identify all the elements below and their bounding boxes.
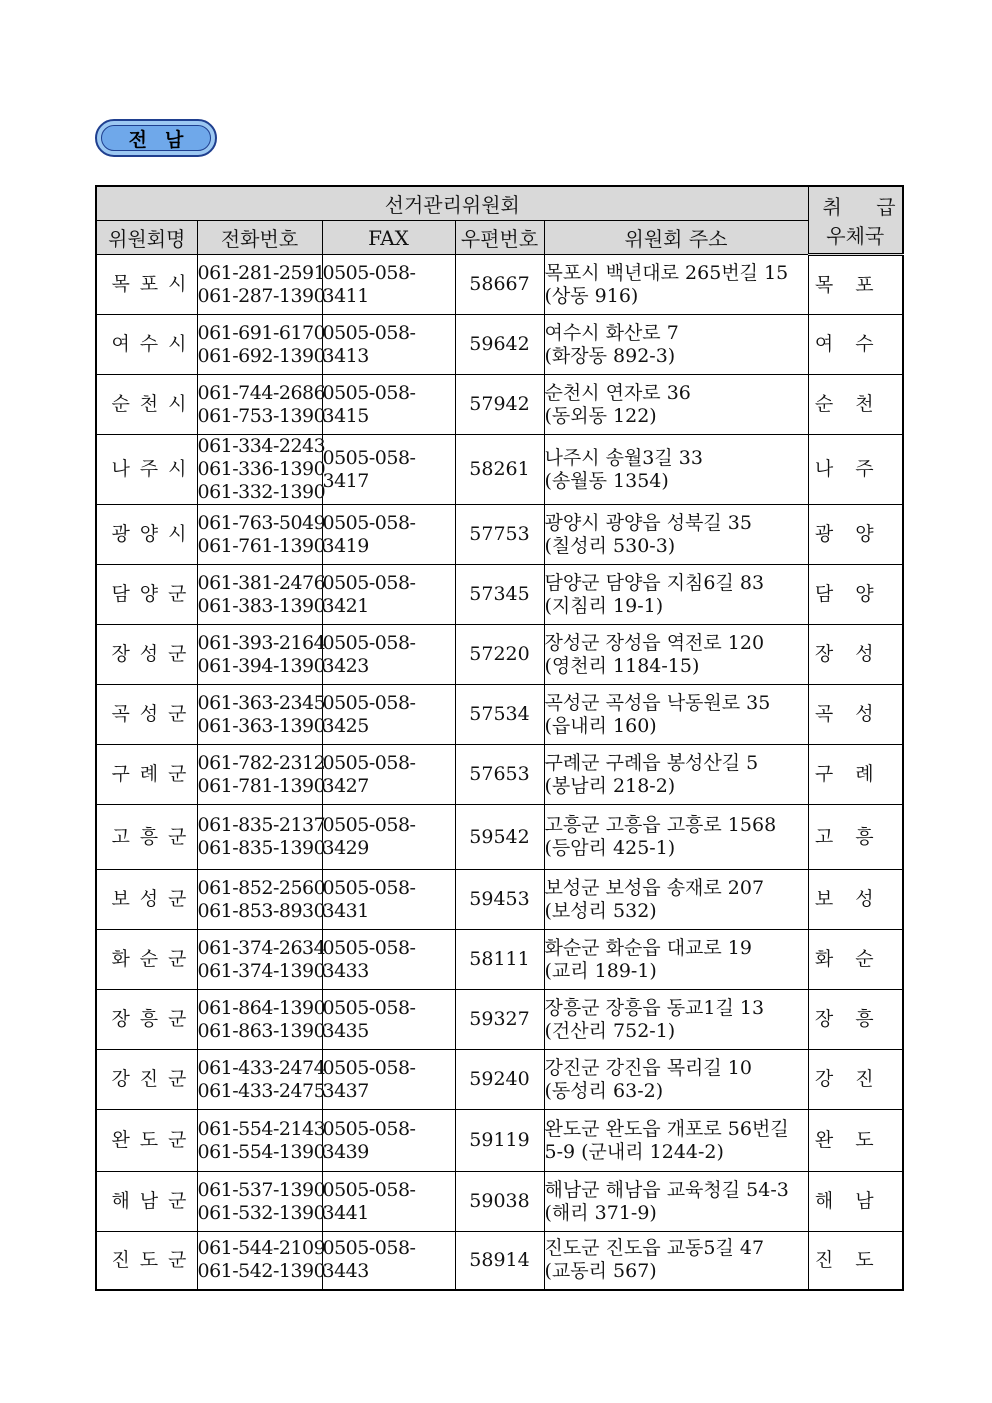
postal-code: 57220	[455, 625, 544, 685]
committee-address	[544, 805, 808, 870]
table-row	[96, 805, 903, 870]
address-line: (건산리 752-1)	[544, 1019, 676, 1042]
table-row	[96, 745, 903, 805]
committee-name: 화순군	[96, 930, 197, 990]
postal-code: 57345	[455, 565, 544, 625]
phone-number: 061-853-8930	[197, 899, 326, 922]
postal-code: 59038	[455, 1172, 544, 1232]
committee-address	[544, 1172, 808, 1232]
phone-number: 061-532-1390	[197, 1201, 326, 1224]
region-badge-label: 전남	[128, 128, 202, 151]
phone-numbers	[197, 685, 326, 745]
post-office: 강진	[808, 1050, 903, 1110]
phone-numbers	[197, 1110, 326, 1172]
committee-address	[544, 870, 808, 930]
address-line: 진도군 진도읍 교동5길 47	[544, 1237, 765, 1260]
committee-address	[544, 375, 808, 435]
phone-number: 061-835-1390	[197, 837, 326, 859]
address-line: 장흥군 장흥읍 동교1길 13	[544, 996, 765, 1019]
address-line: 순천시 연자로 36	[544, 381, 691, 404]
postal-code: 59642	[455, 315, 544, 375]
fax-number: 0505-058-3421	[322, 565, 455, 625]
election-committee-table	[95, 185, 910, 1291]
phone-number: 061-336-1390	[197, 458, 326, 480]
address-line: (동외동 122)	[544, 404, 657, 427]
committee-name: 장성군	[96, 625, 197, 685]
post-office: 고흥	[808, 805, 903, 870]
phone-number: 061-393-2164	[197, 631, 326, 654]
address-line: (화장동 892-3)	[544, 344, 676, 367]
address-line: 여수시 화산로 7	[544, 321, 679, 344]
address-line: 구례군 구례읍 봉성산길 5	[544, 751, 759, 774]
phone-numbers	[197, 870, 326, 930]
address-line: (교동리 567)	[544, 1260, 657, 1283]
address-line: 장성군 장성읍 역전로 120	[544, 631, 765, 654]
fax-number: 0505-058-3413	[322, 315, 455, 375]
table-row	[96, 930, 903, 990]
post-office: 보성	[808, 870, 903, 930]
post-header-line: 우체국	[826, 224, 885, 248]
postal-code: 58667	[455, 255, 544, 315]
committee-name: 장흥군	[96, 990, 197, 1050]
postal-code: 57753	[455, 505, 544, 565]
table-row	[96, 625, 903, 685]
committee-name: 담양군	[96, 565, 197, 625]
table-row	[96, 990, 903, 1050]
committee-name: 곡성군	[96, 685, 197, 745]
fax-number: 0505-058-3427	[322, 745, 455, 805]
phone-number: 061-433-2475	[197, 1079, 326, 1102]
committee-address	[544, 625, 808, 685]
phone-number: 061-381-2476	[197, 571, 326, 594]
postal-code: 59327	[455, 990, 544, 1050]
phone-numbers	[197, 1172, 326, 1232]
phone-numbers	[197, 1050, 326, 1110]
phone-number: 061-692-1390	[197, 344, 326, 367]
table-row	[96, 315, 903, 375]
address-line: 고흥군 고흥읍 고흥로 1568	[544, 814, 777, 836]
fax-number: 0505-058-3411	[322, 255, 455, 315]
address-line: (동성리 63-2)	[544, 1079, 664, 1102]
address-line: (교리 189-1)	[544, 959, 657, 982]
post-office: 나주	[808, 435, 903, 505]
table-row	[96, 1110, 903, 1172]
address-line: 나주시 송월3길 33	[544, 446, 703, 469]
phone-number: 061-542-1390	[197, 1260, 326, 1283]
postal-code: 58914	[455, 1232, 544, 1290]
committee-address	[544, 685, 808, 745]
postal-code: 58111	[455, 930, 544, 990]
committee-name: 구례군	[96, 745, 197, 805]
post-office: 곡성	[808, 685, 903, 745]
column-header-address: 위원회 주소	[544, 221, 808, 255]
address-line: 해남군 해남읍 교육청길 54-3	[544, 1178, 789, 1201]
phone-number: 061-544-2109	[197, 1237, 326, 1260]
address-line: 보성군 보성읍 송재로 207	[544, 876, 765, 899]
address-line: (보성리 532)	[544, 899, 657, 922]
phone-number: 061-554-2143	[197, 1117, 326, 1140]
committee-name: 목포시	[96, 255, 197, 315]
phone-numbers	[197, 435, 326, 505]
committee-address	[544, 565, 808, 625]
committee-name: 보성군	[96, 870, 197, 930]
address-line: (칠성리 530-3)	[544, 534, 676, 557]
post-office: 구례	[808, 745, 903, 805]
region-badge	[95, 119, 217, 157]
postal-code: 58261	[455, 435, 544, 505]
committee-name: 완도군	[96, 1110, 197, 1172]
column-header-name: 위원회명	[96, 221, 197, 255]
phone-number: 061-332-1390	[197, 481, 326, 503]
post-office: 담양	[808, 565, 903, 625]
fax-number: 0505-058-3435	[322, 990, 455, 1050]
phone-number: 061-554-1390	[197, 1140, 326, 1163]
phone-number: 061-852-2560	[197, 876, 326, 899]
post-office: 광양	[808, 505, 903, 565]
committee-address	[544, 1050, 808, 1110]
table-row	[96, 435, 903, 505]
postal-code: 59119	[455, 1110, 544, 1172]
fax-number: 0505-058-3441	[322, 1172, 455, 1232]
phone-number: 061-782-2312	[197, 751, 326, 774]
table-row	[96, 255, 903, 315]
fax-number: 0505-058-3429	[322, 805, 455, 870]
postal-code: 57534	[455, 685, 544, 745]
address-line: 화순군 화순읍 대교로 19	[544, 936, 752, 959]
committee-address	[544, 745, 808, 805]
phone-number: 061-864-1390	[197, 996, 326, 1019]
phone-number: 061-394-1390	[197, 654, 326, 677]
address-line: (지침리 19-1)	[544, 594, 664, 617]
post-office: 장성	[808, 625, 903, 685]
phone-numbers	[197, 805, 326, 870]
committee-address	[544, 505, 808, 565]
post-office: 장흥	[808, 990, 903, 1050]
fax-number: 0505-058-3443	[322, 1232, 455, 1290]
phone-number: 061-287-1390	[197, 284, 326, 307]
post-office: 진도	[808, 1232, 903, 1290]
committee-address	[544, 990, 808, 1050]
committee-name: 나주시	[96, 435, 197, 505]
post-office: 여수	[808, 315, 903, 375]
fax-number: 0505-058-3423	[322, 625, 455, 685]
column-header-fax: FAX	[322, 221, 455, 255]
table-row	[96, 1232, 903, 1290]
post-office: 해남	[808, 1172, 903, 1232]
fax-number: 0505-058-3415	[322, 375, 455, 435]
phone-number: 061-753-1390	[197, 404, 326, 427]
phone-number: 061-863-1390	[197, 1019, 326, 1042]
phone-numbers	[197, 505, 326, 565]
phone-number: 061-383-1390	[197, 594, 326, 617]
phone-number: 061-334-2243	[197, 435, 326, 457]
table-row	[96, 375, 903, 435]
address-line: 강진군 강진읍 목리길 10	[544, 1056, 752, 1079]
phone-numbers	[197, 255, 326, 315]
address-line: (해리 371-9)	[544, 1201, 657, 1224]
phone-number: 061-363-2345	[197, 691, 326, 714]
address-line: 담양군 담양읍 지침6길 83	[544, 571, 765, 594]
address-line: 완도군 완도읍 개포로 56번길	[544, 1117, 789, 1140]
postal-code: 59240	[455, 1050, 544, 1110]
postal-code: 57653	[455, 745, 544, 805]
post-office: 목포	[808, 255, 903, 315]
address-line: (송월동 1354)	[544, 469, 669, 492]
address-line: (봉남리 218-2)	[544, 774, 676, 797]
phone-numbers	[197, 1232, 326, 1290]
fax-number: 0505-058-3433	[322, 930, 455, 990]
phone-number: 061-374-2634	[197, 936, 326, 959]
phone-numbers	[197, 565, 326, 625]
fax-number: 0505-058-3437	[322, 1050, 455, 1110]
address-line: 곡성군 곡성읍 낙동원로 35	[544, 691, 771, 714]
postal-code: 59542	[455, 805, 544, 870]
address-line: 5-9 (군내리 1244-2)	[544, 1140, 724, 1163]
committee-name: 여수시	[96, 315, 197, 375]
table-row	[96, 505, 903, 565]
table-row	[96, 1050, 903, 1110]
post-office-header	[808, 186, 910, 255]
phone-number: 061-374-1390	[197, 959, 326, 982]
committee-name: 고흥군	[96, 805, 197, 870]
committee-name: 강진군	[96, 1050, 197, 1110]
fax-number: 0505-058-3425	[322, 685, 455, 745]
table-row	[96, 870, 903, 930]
committee-name: 진도군	[96, 1232, 197, 1290]
phone-number: 061-281-2591	[197, 261, 326, 284]
phone-number: 061-691-6170	[197, 321, 326, 344]
post-office: 화순	[808, 930, 903, 990]
post-header-line: 취 급	[822, 195, 910, 219]
phone-number: 061-835-2137	[197, 814, 326, 836]
phone-numbers	[197, 990, 326, 1050]
address-line: 광양시 광양읍 성북길 35	[544, 511, 752, 534]
post-office: 순천	[808, 375, 903, 435]
phone-number: 061-537-1390	[197, 1178, 326, 1201]
address-line: (상동 916)	[544, 284, 639, 307]
fax-number: 0505-058-3439	[322, 1110, 455, 1172]
phone-numbers	[197, 625, 326, 685]
committee-address	[544, 435, 808, 505]
phone-number: 061-433-2474	[197, 1056, 326, 1079]
fax-number: 0505-058-3431	[322, 870, 455, 930]
column-header-zip: 우편번호	[455, 221, 544, 255]
phone-number: 061-763-5049	[197, 511, 326, 534]
committee-name: 광양시	[96, 505, 197, 565]
fax-number: 0505-058-3419	[322, 505, 455, 565]
committee-address	[544, 1110, 808, 1172]
table-row	[96, 565, 903, 625]
committee-address	[544, 1232, 808, 1290]
phone-numbers	[197, 315, 326, 375]
phone-numbers	[197, 930, 326, 990]
table-row	[96, 685, 903, 745]
column-header-phone: 전화번호	[197, 221, 322, 255]
address-line: (영천리 1184-15)	[544, 654, 700, 677]
phone-numbers	[197, 375, 326, 435]
phone-numbers	[197, 745, 326, 805]
phone-number: 061-744-2686	[197, 381, 326, 404]
address-line: 목포시 백년대로 265번길 15	[544, 261, 789, 284]
phone-number: 061-761-1390	[197, 534, 326, 557]
post-office: 완도	[808, 1110, 903, 1172]
address-line: (읍내리 160)	[544, 714, 657, 737]
committee-address	[544, 255, 808, 315]
postal-code: 59453	[455, 870, 544, 930]
fax-number: 0505-058-3417	[322, 435, 455, 505]
address-line: (등암리 425-1)	[544, 837, 676, 859]
committee-address	[544, 315, 808, 375]
phone-number: 061-363-1390	[197, 714, 326, 737]
committee-name: 순천시	[96, 375, 197, 435]
table-row	[96, 1172, 903, 1232]
phone-number: 061-781-1390	[197, 774, 326, 797]
committee-address	[544, 930, 808, 990]
committee-name: 해남군	[96, 1172, 197, 1232]
group-header: 선거관리위원회	[96, 186, 808, 221]
postal-code: 57942	[455, 375, 544, 435]
